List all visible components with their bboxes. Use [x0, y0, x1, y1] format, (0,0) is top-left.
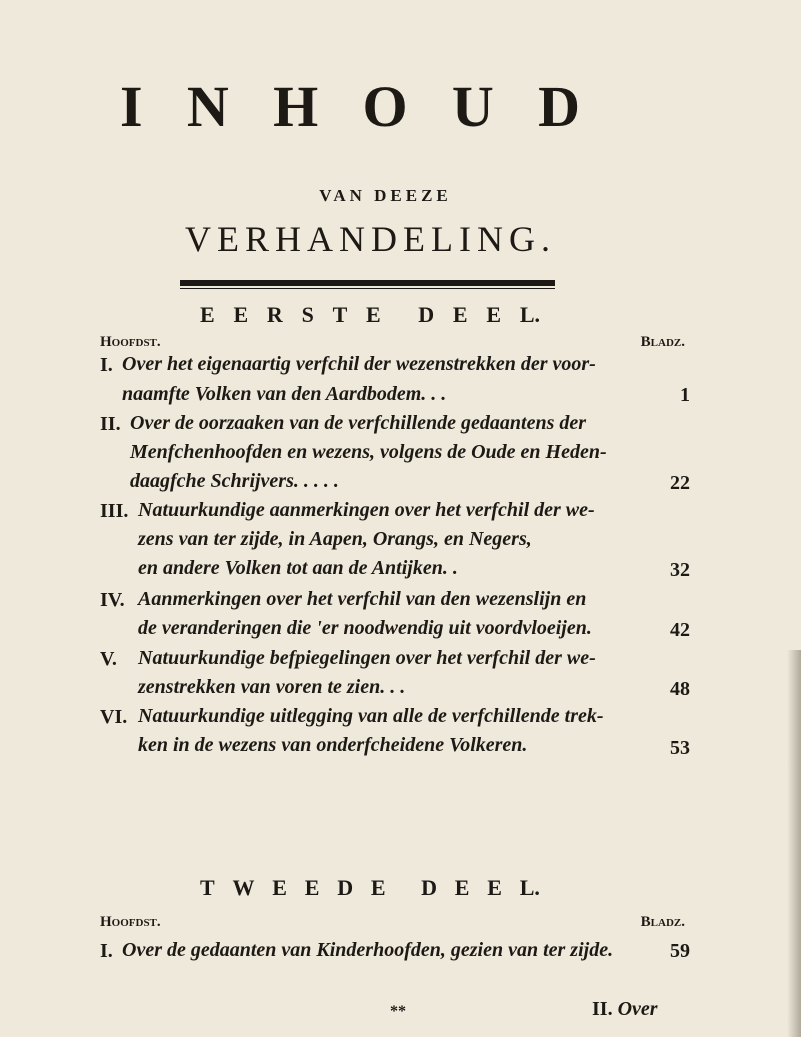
catchword-word: Over [617, 998, 658, 1020]
heading-letter: L. [519, 875, 540, 900]
page-number: 1 [680, 384, 690, 406]
entry-line: daagfche Schrijvers. . . . . [130, 470, 339, 492]
title-letter: N [186, 74, 229, 139]
part2-column-headers [100, 914, 685, 931]
heading-letter: E [486, 302, 502, 327]
heading-letter: D [421, 875, 437, 900]
toc-entry [100, 354, 690, 414]
heading-letter: D [418, 302, 435, 327]
page-number: 48 [670, 678, 690, 700]
entry-line: Aanmerkingen over het verfchil van den wezenslijn en [138, 588, 587, 610]
entry-line: en andere Volken tot aan de Antijken. . [138, 557, 458, 579]
page-number: 22 [670, 472, 690, 494]
title-letter: H [273, 74, 319, 139]
entry-line: zenstrekken van voren te zien. . . [138, 676, 406, 698]
entry-line: naamfte Volken van den Aardbodem. . . [122, 383, 447, 405]
heading-letter: R [266, 302, 283, 327]
page-number: 32 [670, 559, 690, 581]
heading-letter: L. [519, 302, 540, 327]
entry-line: Over het eigenaartig verfchil der wezenstrekken der voor- [122, 353, 596, 375]
heading-letter: E [452, 302, 468, 327]
title-letter: U [451, 74, 494, 139]
part1-column-headers [100, 334, 685, 351]
subtitle: VAN DEEZE [319, 186, 452, 205]
entry-line: Natuurkundige uitlegging van alle de verfchillende trek- [138, 705, 604, 727]
secondary-title: VERHANDELING. [185, 219, 556, 259]
signature-mark: ** [390, 1003, 406, 1020]
part2-heading [200, 877, 540, 899]
chapter-column-label: Hoofdst. [100, 914, 161, 930]
entry-line: ken in de wezens van onderfcheidene Volkeren. [138, 734, 528, 756]
catchword [592, 998, 658, 1021]
entry-line: Natuurkundige aanmerkingen over het verfchil der we- [138, 499, 595, 521]
part1-heading [200, 304, 540, 326]
title-rule-thin [180, 288, 555, 289]
entry-line: zens van ter zijde, in Aapen, Orangs, en Negers, [138, 528, 532, 550]
heading-letter: D [337, 875, 354, 900]
title-rule-thick [180, 280, 555, 286]
heading-letter: E [272, 875, 287, 900]
entry-line: Menfchenhoofden en wezens, volgens de Oude en Heden- [130, 441, 607, 463]
heading-letter: E [370, 875, 386, 900]
chapter-column-label: Hoofdst. [100, 334, 161, 350]
entry-line: de veranderingen die 'er noodwendig uit voordvloeijen. [138, 617, 592, 639]
page-number: 59 [670, 940, 690, 962]
entry-line: Natuurkundige befpiegelingen over het verfchil der we- [138, 647, 596, 669]
heading-letter: E [454, 875, 470, 900]
heading-letter: E [487, 875, 502, 900]
page-number: 42 [670, 619, 690, 641]
chapter-number: V. [100, 648, 117, 670]
toc-entry [100, 706, 690, 766]
heading-letter: E [200, 302, 215, 327]
toc-entry [100, 648, 690, 708]
title-letter: O [362, 74, 408, 139]
heading-letter: E [366, 302, 381, 327]
entry-line: Over de gedaanten van Kinderhoofden, gezien van ter zijde. [122, 939, 614, 961]
chapter-number: VI. [100, 706, 128, 728]
catchword-number: II. [592, 998, 613, 1020]
title-letter: D [538, 74, 580, 139]
page-column-label: Bladz. [640, 914, 685, 930]
entry-line: Over de oorzaaken van de verfchillende gedaantens der [130, 412, 587, 434]
heading-letter: W [232, 875, 255, 900]
chapter-number: I. [100, 354, 113, 376]
chapter-number: III. [100, 500, 129, 522]
heading-letter: T [332, 302, 348, 327]
chapter-number: I. [100, 940, 113, 962]
heading-letter: T [200, 875, 215, 900]
title-letter: I [120, 74, 143, 139]
main-title [120, 74, 580, 139]
page-number: 53 [670, 737, 690, 759]
toc-entry [100, 413, 690, 503]
heading-letter: S [301, 302, 314, 327]
chapter-number: II. [100, 413, 121, 435]
page-column-label: Bladz. [640, 334, 685, 350]
page-edge-shadow [787, 650, 801, 1037]
chapter-number: IV. [100, 589, 125, 611]
toc-entry [100, 500, 690, 590]
toc-entry [100, 589, 690, 649]
heading-letter: E [233, 302, 249, 327]
heading-letter: E [304, 875, 320, 900]
toc-entry [100, 940, 690, 970]
